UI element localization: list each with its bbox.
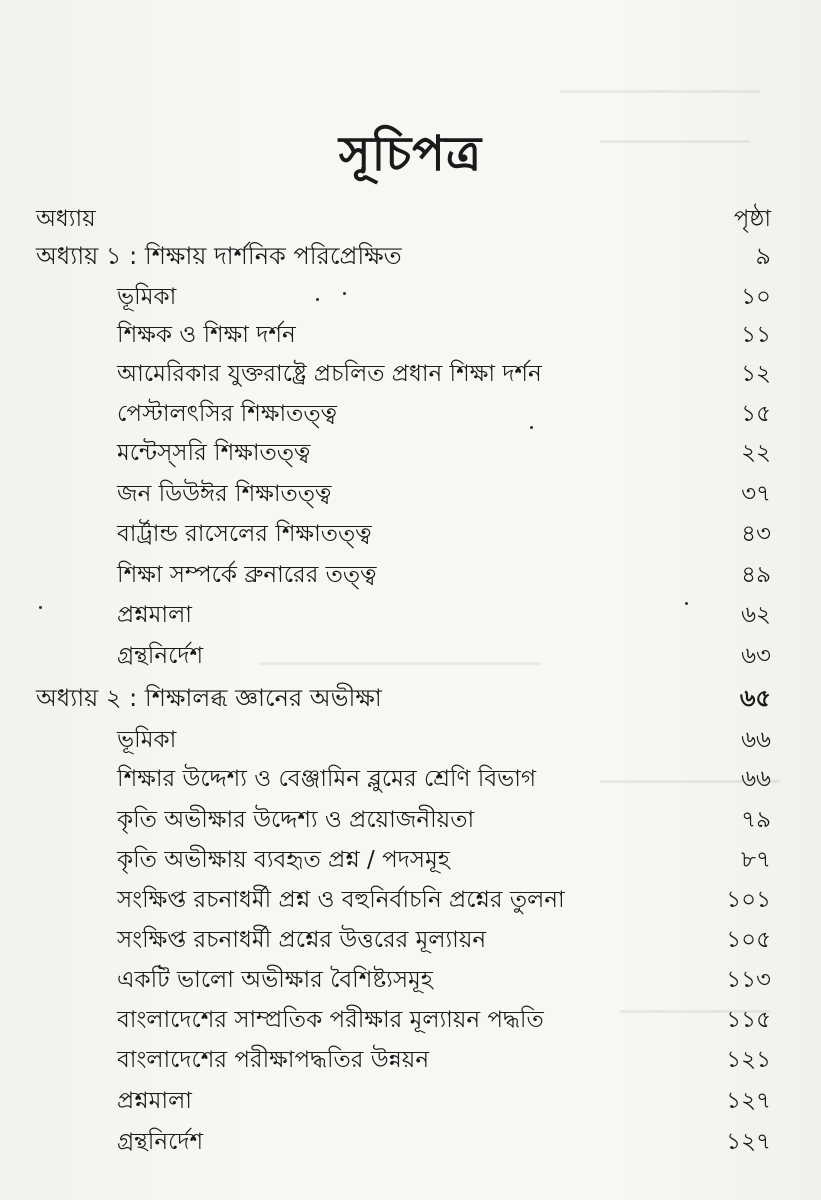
entry-page: ২২ [741, 440, 771, 466]
print-speck [685, 602, 688, 605]
entry-label: ভূমিকা [117, 727, 177, 753]
print-speck [39, 606, 42, 609]
column-header-page: পৃষ্ঠা [733, 206, 771, 232]
entry-page: ১২১ [726, 1047, 771, 1073]
toc-entry [0, 960, 821, 1000]
entry-page: ৪৯ [741, 562, 771, 588]
toc-entry [0, 720, 821, 760]
entry-label: শিক্ষা সম্পর্কে ব্রুনারের তত্ত্ব [117, 562, 377, 588]
entry-page: ১২ [741, 361, 771, 387]
chapter-1-page: ৯ [755, 242, 771, 270]
entry-page: ১০১ [726, 887, 771, 913]
print-speck [316, 298, 319, 301]
entry-page: ৭৯ [741, 807, 771, 833]
chapter-2-heading: অধ্যায় ২ : শিক্ষালব্ধ জ্ঞানের অভীক্ষা [36, 684, 382, 712]
entry-page: ১০ [741, 284, 771, 310]
toc-entry [0, 595, 821, 635]
entry-label: গ্রন্থনির্দেশ [117, 1129, 204, 1155]
entry-page: ১০৫ [726, 927, 771, 953]
entry-label: প্রশ্নমালা [117, 1088, 192, 1114]
entry-page: ৬৩ [741, 643, 771, 669]
entry-label: জন ডিউঈর শিক্ষাতত্ত্ব [117, 481, 332, 507]
toc-entry [0, 800, 821, 840]
entry-label: আমেরিকার যুক্তরাষ্ট্রে প্রচলিত প্রধান শিক্ষা দর্শন [117, 361, 542, 387]
toc-entry [0, 394, 821, 434]
entry-page: ১১৩ [726, 967, 771, 993]
show-through-mark [260, 662, 540, 665]
entry-page: ৪৩ [741, 521, 771, 547]
toc-entry [0, 555, 821, 595]
toc-entry [0, 636, 821, 676]
toc-entry [0, 920, 821, 960]
entry-label: শিক্ষার উদ্দেশ্য ও বেঞ্জামিন ব্লুমের শ্রেণি বিভাগ [117, 766, 537, 792]
chapter-1-row [0, 236, 821, 276]
toc-entry [0, 759, 821, 799]
show-through-mark [560, 90, 760, 93]
entry-label: ভূমিকা [117, 284, 177, 310]
entry-page: ১২৭ [726, 1088, 771, 1114]
toc-entry [0, 514, 821, 554]
chapter-2-page: ৬৫ [739, 684, 771, 712]
entry-page: ১১৫ [726, 1007, 771, 1033]
chapter-1-heading: অধ্যায় ১ : শিক্ষায় দার্শনিক পরিপ্রেক্ষিত [36, 242, 402, 270]
print-speck [343, 292, 346, 295]
toc-entry [0, 1000, 821, 1040]
entry-label: বার্ট্রান্ড রাসেলের শিক্ষাতত্ত্ব [117, 521, 372, 547]
entry-page: ৬৬ [741, 727, 771, 753]
column-header-chapter: অধ্যায় [36, 206, 96, 232]
entry-label: মন্টেস্সরি শিক্ষাতত্ত্ব [117, 440, 311, 466]
toc-entry [0, 277, 821, 317]
entry-page: ৬৬ [741, 766, 771, 792]
entry-page: ৮৭ [741, 847, 771, 873]
toc-entry [0, 315, 821, 355]
page-title: সূচিপত্র [338, 126, 483, 182]
entry-label: একটি ভালো অভীক্ষার বৈশিষ্ট্যসমূহ [117, 967, 433, 993]
entry-page: ৬২ [741, 602, 771, 628]
toc-entry [0, 840, 821, 880]
show-through-mark [600, 780, 780, 783]
show-through-mark [620, 1010, 770, 1013]
entry-label: সংক্ষিপ্ত রচনাধর্মী প্রশ্ন ও বহুনির্বাচনি প্রশ্নের তুলনা [117, 887, 565, 913]
show-through-mark [600, 140, 750, 143]
entry-label: বাংলাদেশের পরীক্ষাপদ্ধতির উন্নয়ন [117, 1047, 430, 1073]
chapter-2-row [0, 678, 821, 718]
entry-page: ১১ [741, 322, 771, 348]
entry-label: প্রশ্নমালা [117, 602, 192, 628]
toc-entry [0, 1081, 821, 1121]
toc-entry [0, 880, 821, 920]
entry-page: ১৫ [741, 401, 771, 427]
entry-label: বাংলাদেশের সাম্প্রতিক পরীক্ষার মূল্যায়ন পদ্ধতি [117, 1007, 544, 1033]
toc-entry [0, 433, 821, 473]
entry-label: কৃতি অভীক্ষার উদ্দেশ্য ও প্রয়োজনীয়তা [117, 807, 475, 833]
entry-page: ৩৭ [741, 481, 771, 507]
print-speck [530, 426, 533, 429]
entry-label: গ্রন্থনির্দেশ [117, 643, 204, 669]
toc-entry [0, 1040, 821, 1080]
entry-label: পেস্টালৎসির শিক্ষাতত্ত্ব [117, 401, 338, 427]
toc-entry [0, 354, 821, 394]
entry-label: শিক্ষক ও শিক্ষা দর্শন [117, 322, 296, 348]
toc-entry [0, 474, 821, 514]
entry-page: ১২৭ [726, 1129, 771, 1155]
entry-label: সংক্ষিপ্ত রচনাধর্মী প্রশ্নের উত্তরের মূল্যায়ন [117, 927, 487, 953]
toc-entry [0, 1122, 821, 1162]
entry-label: কৃতি অভীক্ষায় ব্যবহৃত প্রশ্ন / পদসমূহ [117, 847, 450, 873]
